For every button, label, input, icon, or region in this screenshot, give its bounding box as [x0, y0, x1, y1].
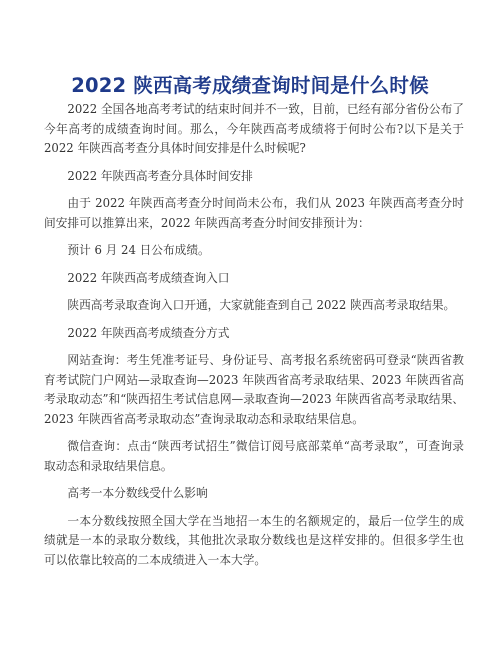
intro-paragraph: 2022 全国各地高考考试的结束时间并不一致，目前，已经有部分省份公布了今年高考的成绩查询时间。那么，今年陕西高考成绩将于何时公布?以下是关于 2022 年陕西高考查分具体时间安排是什么时候呢? — [44, 102, 464, 155]
section-heading-entry: 2022 年陕西高考成绩查询入口 — [67, 270, 230, 285]
wechat-query-paragraph: 微信查询：点击“陕西考试招生”微信订阅号底部菜单“高考录取”，可查询录取动态和录取结果信息。 — [44, 439, 464, 473]
document-body — [44, 100, 464, 570]
section-heading-cutoff: 高考一本分数线受什么影响 — [67, 486, 208, 500]
section-heading-schedule: 2022 年陕西高考查分具体时间安排 — [67, 168, 253, 183]
website-query-paragraph: 网站查询：考生凭准考证号、身份证号、高考报名系统密码可登录“陕西省教育考试院门户网站—录取查询—2023 年陕西省高考录取结果、2023 年陕西省高考录取动态”和“陕西招生考试信息网—录取查询—2023 年陕西省高考录取结果、2023 年陕西省高考录取动态”查询录取动态和录取结果信息。 — [44, 353, 464, 426]
document-title: 2022 陕西高考成绩查询时间是什么时候 — [71, 74, 429, 97]
cutoff-paragraph: 一本分数线按照全国大学在当地招一本生的名额规定的，最后一位学生的成绩就是一本的录取分数线，其他批次录取分数线也是这样安排的。但很多学生也可以依靠比较高的二本成绩进入一本大学。 — [44, 513, 464, 567]
section-heading-methods: 2022 年陕西高考成绩查分方式 — [67, 325, 230, 340]
release-date-paragraph: 预计 6 月 24 日公布成绩。 — [67, 243, 210, 257]
entry-paragraph: 陕西高考录取查询入口开通，大家就能查到自己 2022 陕西高考录取结果。 — [67, 298, 456, 312]
schedule-paragraph: 由于 2022 年陕西高考查分时间尚未公布，我们从 2023 年陕西高考查分时间安排可以推算出来，2022 年陕西高考查分时间安排预计为： — [44, 196, 464, 230]
